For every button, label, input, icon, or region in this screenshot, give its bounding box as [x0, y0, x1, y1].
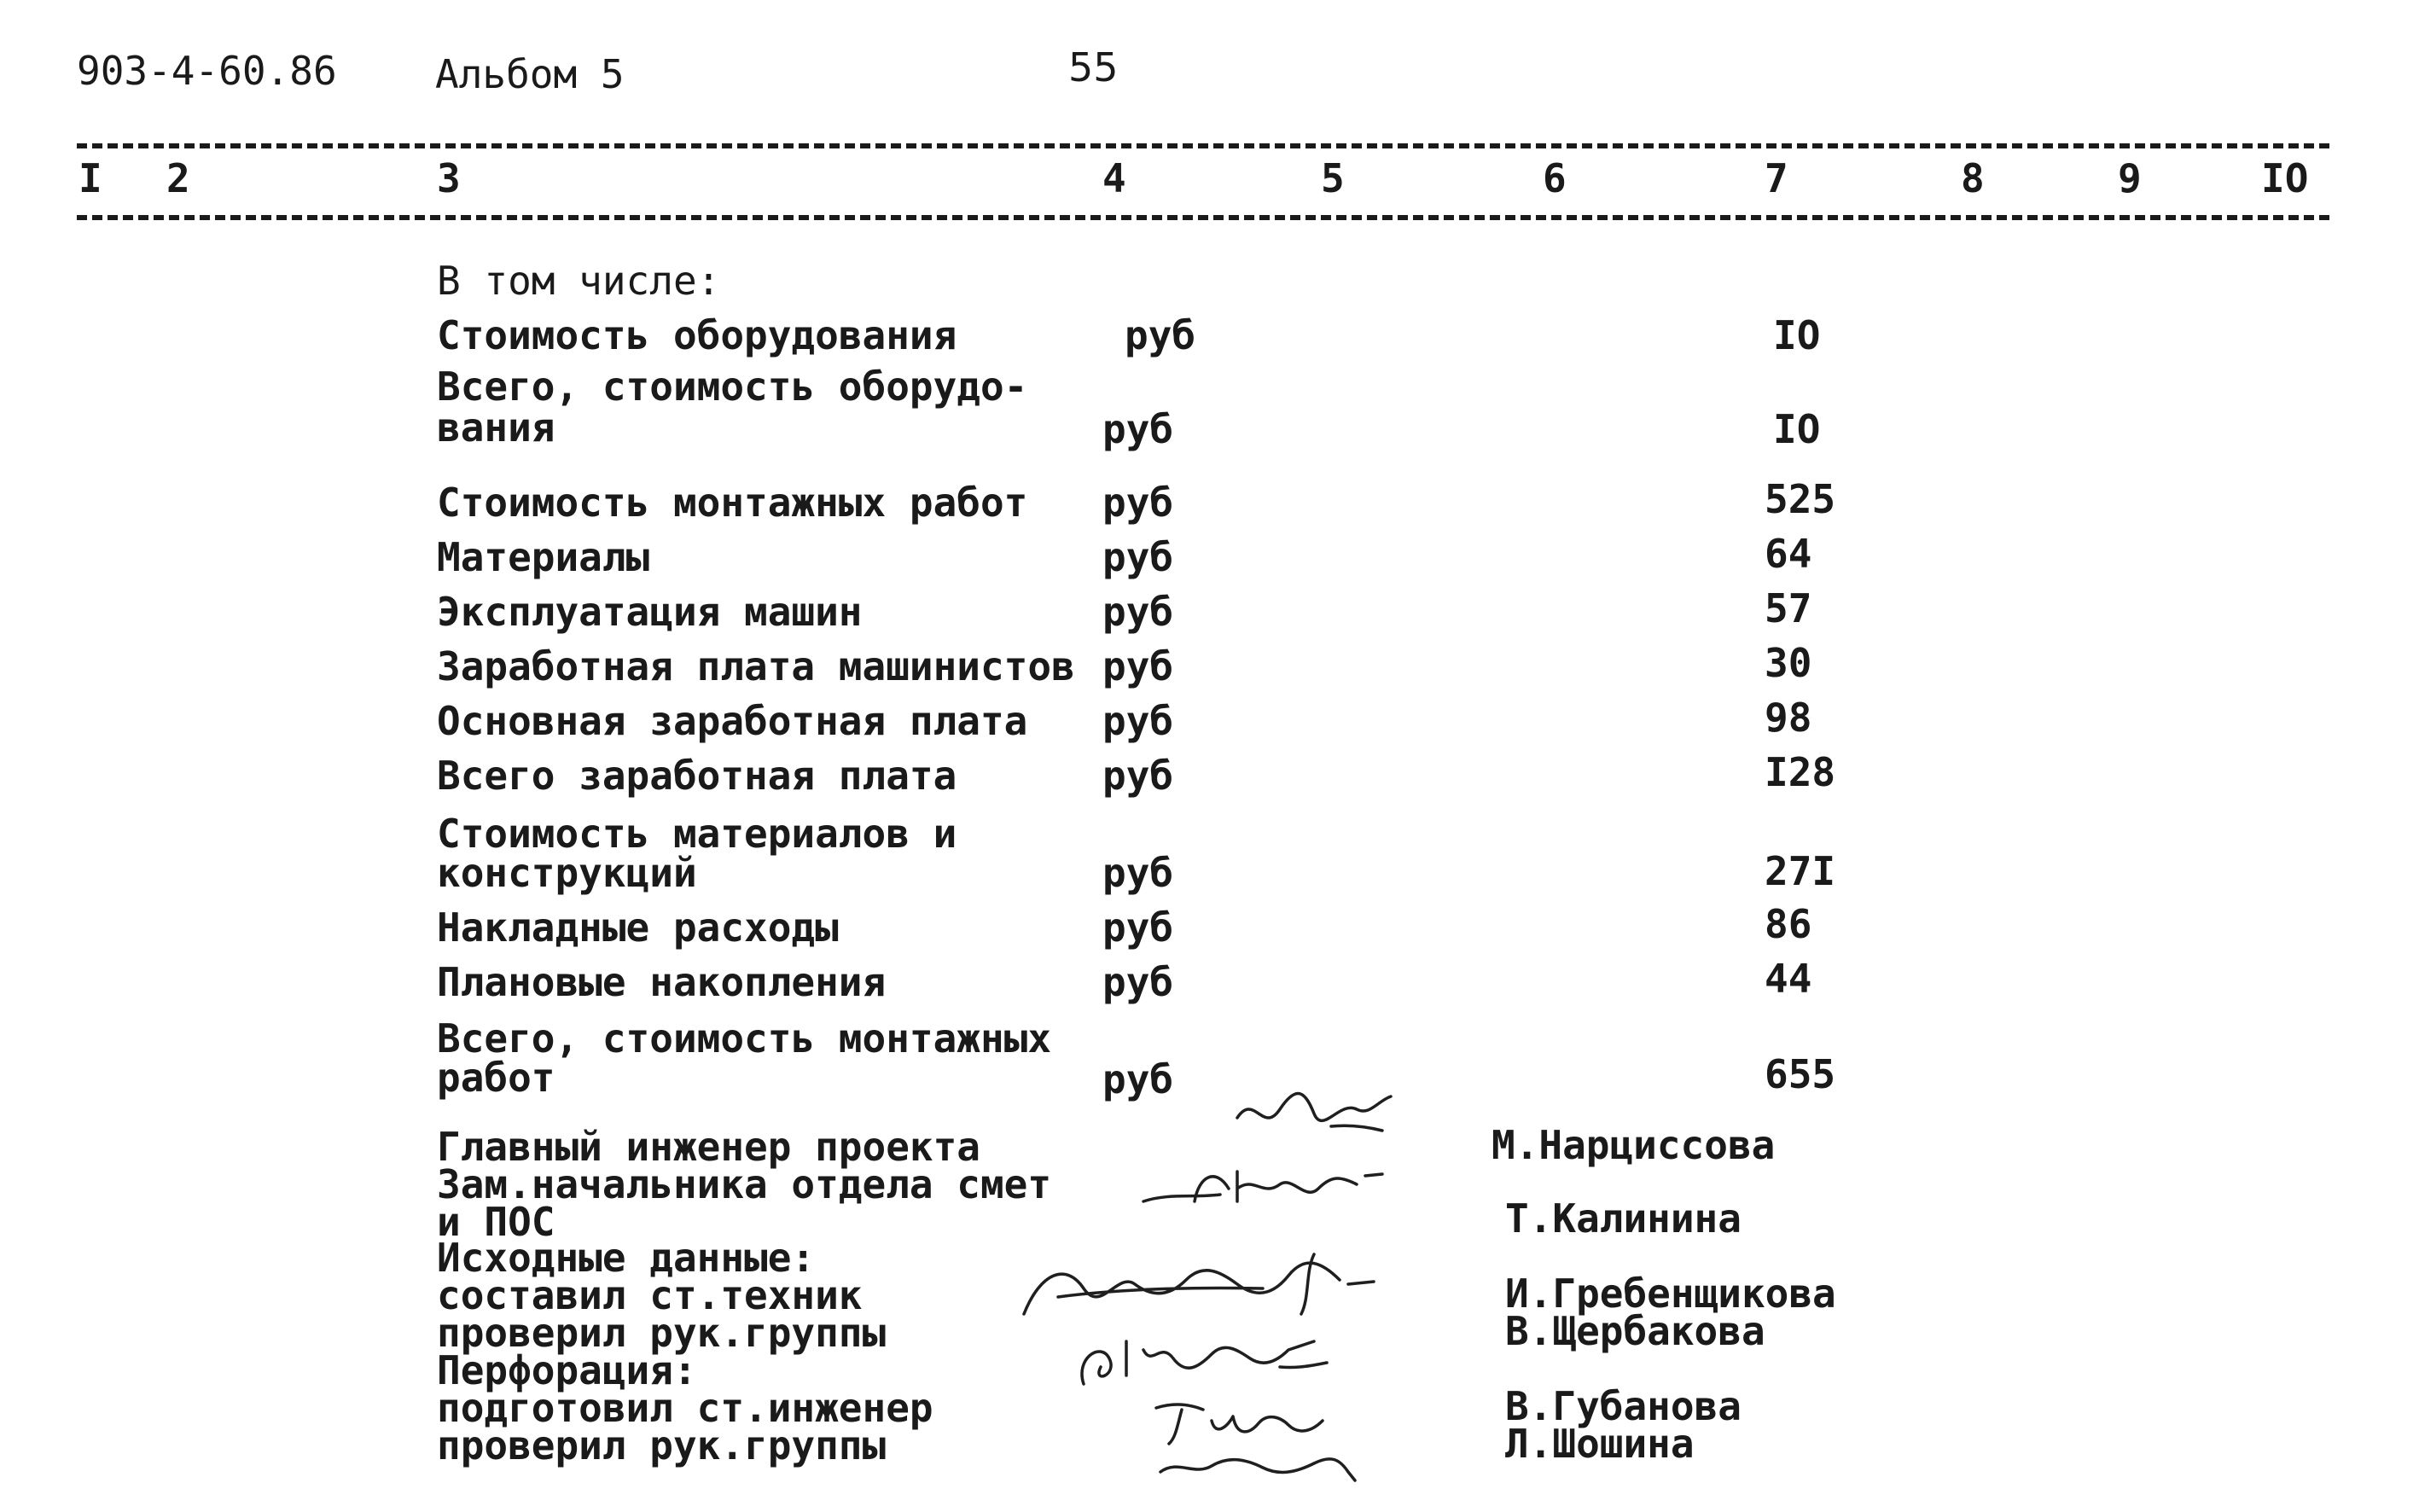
- row-name: Стоимость материалов и: [437, 811, 957, 857]
- column-number-9: 9: [2118, 155, 2142, 201]
- row-unit: руб: [1102, 698, 1174, 744]
- row-unit: руб: [1102, 1056, 1174, 1102]
- name-gubanova: В.Губанова: [1505, 1383, 1742, 1429]
- column-number-3: 3: [437, 155, 461, 201]
- row-unit: руб: [1125, 312, 1196, 358]
- role-source-data-heading: Исходные данные:: [437, 1235, 816, 1281]
- row-name: Плановые накопления: [437, 959, 887, 1005]
- name-shoshina: Л.Шошина: [1505, 1421, 1695, 1467]
- row-unit: руб: [1102, 959, 1174, 1005]
- row-value: 64: [1765, 531, 1812, 577]
- column-number-5: 5: [1321, 155, 1345, 201]
- row-name: Всего, стоимость оборудо-: [437, 363, 1028, 410]
- role-prepared-by: подготовил ст.инженер: [437, 1385, 933, 1431]
- row-value: 27I: [1765, 848, 1836, 894]
- role-deputy-head-cont: и ПОС: [437, 1199, 555, 1245]
- row-name-continued: конструкций: [437, 850, 697, 896]
- column-number-7: 7: [1765, 155, 1788, 201]
- row-name: Всего заработная плата: [437, 753, 957, 799]
- row-value: 525: [1765, 476, 1836, 522]
- bottom-dashed-rule: [77, 215, 2329, 220]
- row-name: Эксплуатация машин: [437, 589, 863, 635]
- column-number-2: 2: [166, 155, 190, 201]
- signature-icon: [1067, 1316, 1340, 1396]
- row-unit: руб: [1102, 904, 1174, 951]
- row-value: 44: [1765, 956, 1812, 1002]
- row-name: Материалы: [437, 534, 650, 580]
- column-number-4: 4: [1102, 155, 1126, 201]
- role-deputy-head: Зам.начальника отдела смет: [437, 1161, 1052, 1207]
- column-number-6: 6: [1543, 155, 1567, 201]
- row-unit: руб: [1102, 643, 1174, 689]
- column-number-1: I: [79, 155, 102, 201]
- name-shcherbakova: В.Щербакова: [1505, 1308, 1765, 1354]
- row-value: 655: [1765, 1051, 1836, 1097]
- signature-icon: [1135, 1150, 1391, 1222]
- row-value: IO: [1773, 406, 1821, 452]
- row-name-continued: вания: [437, 404, 555, 451]
- row-unit: руб: [1102, 480, 1174, 526]
- row-unit: руб: [1102, 850, 1174, 896]
- role-perforation-heading: Перфорация:: [437, 1347, 697, 1393]
- role-checked-by-2: проверил рук.группы: [437, 1422, 887, 1468]
- name-grebenshchikova: И.Гребенщикова: [1505, 1271, 1836, 1317]
- row-value: 30: [1765, 640, 1812, 686]
- row-name-continued: работ: [437, 1055, 555, 1101]
- role-compiled-by: составил ст.техник: [437, 1272, 863, 1318]
- column-number-8: 8: [1961, 155, 1985, 201]
- row-value: IO: [1773, 312, 1821, 358]
- row-unit: руб: [1102, 534, 1174, 580]
- row-name: Стоимость оборудования: [437, 312, 957, 358]
- page-number: 55: [1068, 44, 1119, 90]
- row-name: Основная заработная плата: [437, 698, 1028, 744]
- row-unit: руб: [1102, 753, 1174, 799]
- signature-icon: [1143, 1391, 1365, 1497]
- column-number-10: IO: [2261, 155, 2309, 201]
- document-code: 903-4-60.86: [77, 48, 337, 94]
- row-name: Стоимость монтажных работ: [437, 480, 1028, 526]
- row-value: 98: [1765, 695, 1812, 741]
- album-label: Альбом 5: [435, 51, 625, 97]
- row-name: Всего, стоимость монтажных: [437, 1015, 1052, 1061]
- name-narcissova: М.Нарциссова: [1492, 1122, 1776, 1168]
- role-chief-engineer: Главный инженер проекта: [437, 1124, 980, 1170]
- row-name: Накладные расходы: [437, 904, 839, 951]
- signature-icon: [1229, 1084, 1399, 1147]
- role-checked-by: проверил рук.группы: [437, 1310, 887, 1356]
- row-unit: руб: [1102, 406, 1174, 452]
- row-value: I28: [1765, 749, 1836, 795]
- row-name: Заработная плата машинистов: [437, 643, 1075, 689]
- intro-label: В том числе:: [437, 258, 721, 304]
- row-unit: руб: [1102, 589, 1174, 635]
- top-dashed-rule: [77, 143, 2329, 148]
- name-kalinina: Т.Калинина: [1505, 1195, 1742, 1242]
- row-value: 86: [1765, 901, 1812, 947]
- row-value: 57: [1765, 585, 1812, 631]
